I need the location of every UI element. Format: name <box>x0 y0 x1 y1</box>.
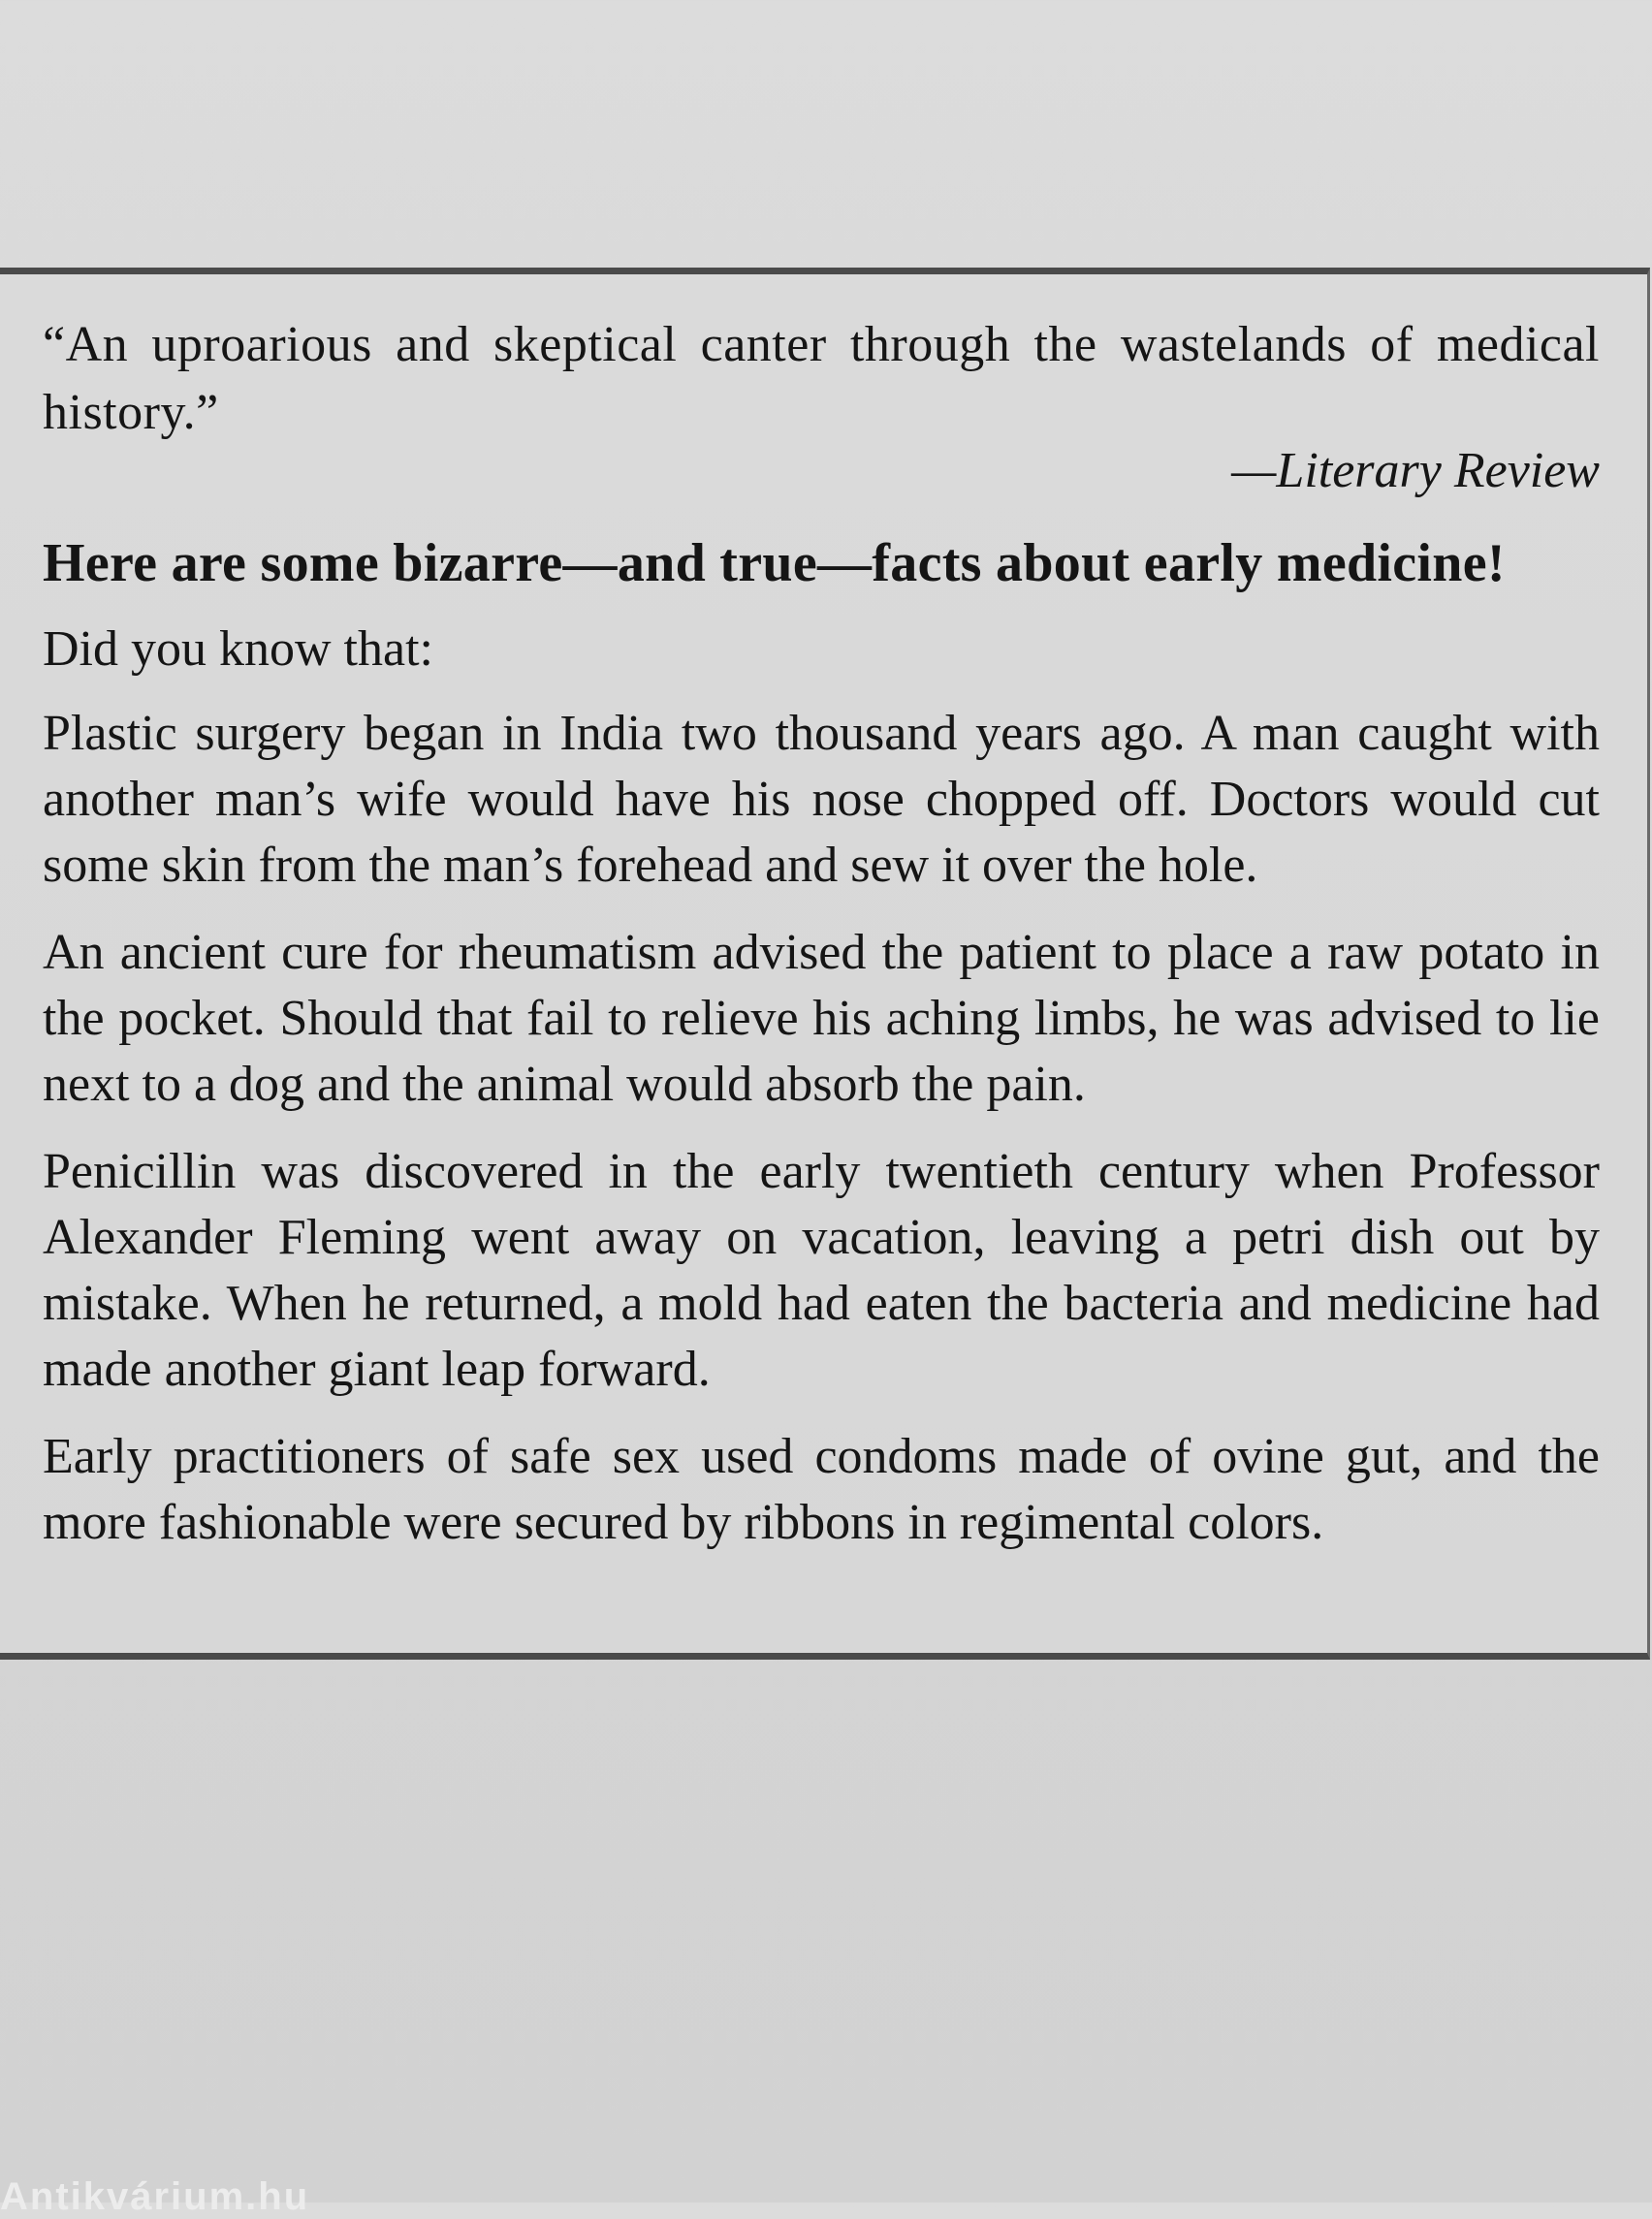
fact-paragraph: Plastic surgery began in India two thousand years ago. A man caught with another man’s wife would have his nose chopped off. Doctors would cut some skin from the man’s forehead and sew it over the hole. <box>43 706 1600 893</box>
watermark: Antikvárium.hu <box>0 2175 310 2218</box>
quote-attribution: —Literary Review <box>1231 443 1600 498</box>
intro-line: Did you know that: <box>43 621 433 677</box>
fact-paragraph: Early practitioners of safe sex used condoms made of ovine gut, and the more fashionable were secured by ribbons in regimental colors. <box>43 1429 1600 1550</box>
headline: Here are some bizarre—and true—facts about early medicine! <box>43 533 1506 593</box>
fact-paragraph: An ancient cure for rheumatism advised the patient to place a raw potato in the pocket. Should that fail to relieve his aching limbs, he was advised to lie next to a dog and the animal would absorb the pain. <box>43 925 1600 1112</box>
fact-paragraph: Penicillin was discovered in the early twentieth century when Professor Alexander Fleming went away on vacation, leaving a petri dish out by mistake. When he returned, a mold had eaten the bacteria and medicine had made another giant leap forward. <box>43 1144 1600 1397</box>
review-quote: “An uproarious and skeptical canter through the wastelands of medical history.” <box>43 317 1600 440</box>
back-cover-text-panel <box>0 268 1650 1660</box>
blurb-content <box>43 311 1600 1556</box>
